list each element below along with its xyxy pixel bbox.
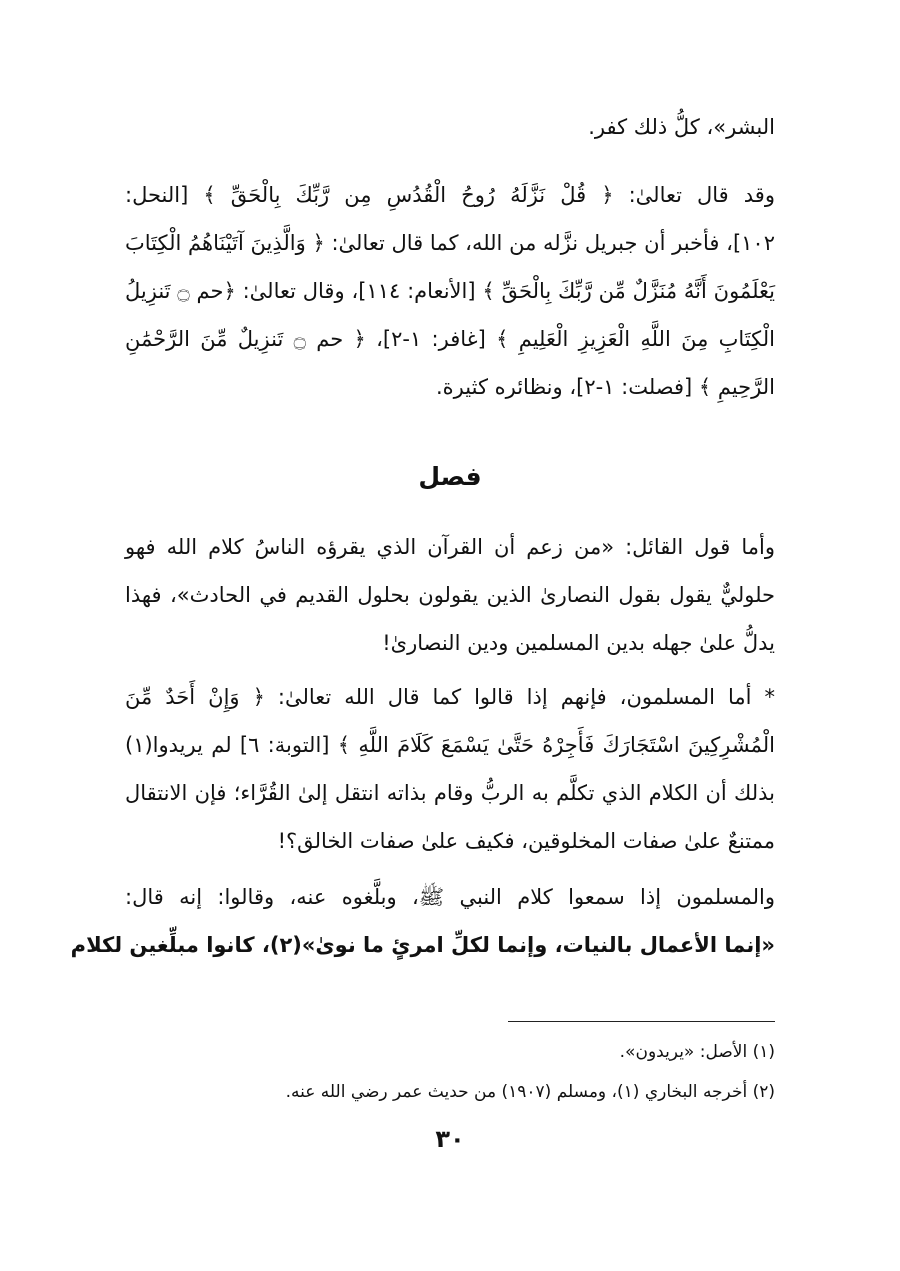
text-line: وأما قول القائل: «من زعم أن القرآن الذي يقرؤه الناسُ كلام الله فهو [125, 535, 775, 559]
text-line: «إنما الأعمال بالنيات، وإنما لكلِّ امرئٍ ما نوىٰ»(٢)، كانوا مبلِّغين لكلام [70, 933, 775, 957]
paragraph-5 [70, 882, 775, 978]
text-line: ممتنعٌ علىٰ صفات المخلوقين، فكيف علىٰ صفات الخالق؟! [277, 829, 775, 853]
text-line: ١٠٢]، فأخبر أن جبريل نزَّله من الله، كما قال تعالىٰ: ﴿ وَالَّذِينَ آتَيْنَاهُمُ الْكِتَابَ [125, 231, 775, 255]
text-line: يدلُّ علىٰ جهله بدين المسلمين ودين النصارىٰ! [382, 631, 775, 655]
text-line: يَعْلَمُونَ أَنَّهُ مُنَزَّلٌ مِّن رَّبِّكَ بِالْحَقِّ ﴾ [الأنعام: ١١٤]، وقال تعالىٰ: ﴿حم ۝ تَنزِيلُ [125, 279, 776, 303]
footnote-1: (١) الأصل: «يريدون». [619, 1042, 775, 1062]
paragraph-2 [125, 180, 775, 420]
text-line: * أما المسلمون، فإنهم إذا قالوا كما قال الله تعالىٰ: ﴿ وَإِنْ أَحَدٌ مِّنَ [125, 685, 775, 709]
text-line: الْكِتَابِ مِنَ اللَّهِ الْعَزِيزِ الْعَلِيمِ ﴾ [غافر: ١-٢]، ﴿ حم ۝ تَنزِيلٌ مِّنَ الرَّحْمَٰنِ [125, 327, 775, 351]
text-line: بذلك أن الكلام الذي تكلَّم به الربُّ وقام بذاته انتقل إلىٰ القُرَّاء؛ فإن الانتقال [125, 781, 775, 805]
page-number: ٣٠ [435, 1125, 465, 1153]
text-line: الرَّحِيمِ ﴾ [فصلت: ١-٢]، ونظائره كثيرة. [436, 375, 775, 399]
text-line: الْمُشْرِكِينَ اسْتَجَارَكَ فَأَجِرْهُ حَتَّىٰ يَسْمَعَ كَلَامَ اللَّهِ ﴾ [التوبة: ٦] لم يريدوا(١) [125, 733, 775, 757]
text-line: حلوليٌّ يقول بقول النصارىٰ الذين يقولون بحلول القديم في الحادث»، فهذا [125, 583, 775, 607]
footnote-2: (٢) أخرجه البخاري (١)، ومسلم (١٩٠٧) من حديث عمر رضي الله عنه. [285, 1082, 775, 1102]
paragraph-3 [125, 532, 775, 676]
text-line: البشر»، كلُّ ذلك كفر. [588, 115, 775, 139]
section-heading: فصل [418, 462, 482, 491]
paragraph-1 [125, 112, 775, 160]
text-line: والمسلمون إذا سمعوا كلام النبي ﷺ، وبلَّغوه عنه، وقالوا: إنه قال: [125, 885, 775, 909]
text-line: وقد قال تعالىٰ: ﴿ قُلْ نَزَّلَهُ رُوحُ الْقُدُسِ مِن رَّبِّكَ بِالْحَقِّ ﴾ [النحل: [125, 183, 775, 207]
footnote-separator [508, 1021, 775, 1022]
paragraph-4 [125, 682, 775, 874]
